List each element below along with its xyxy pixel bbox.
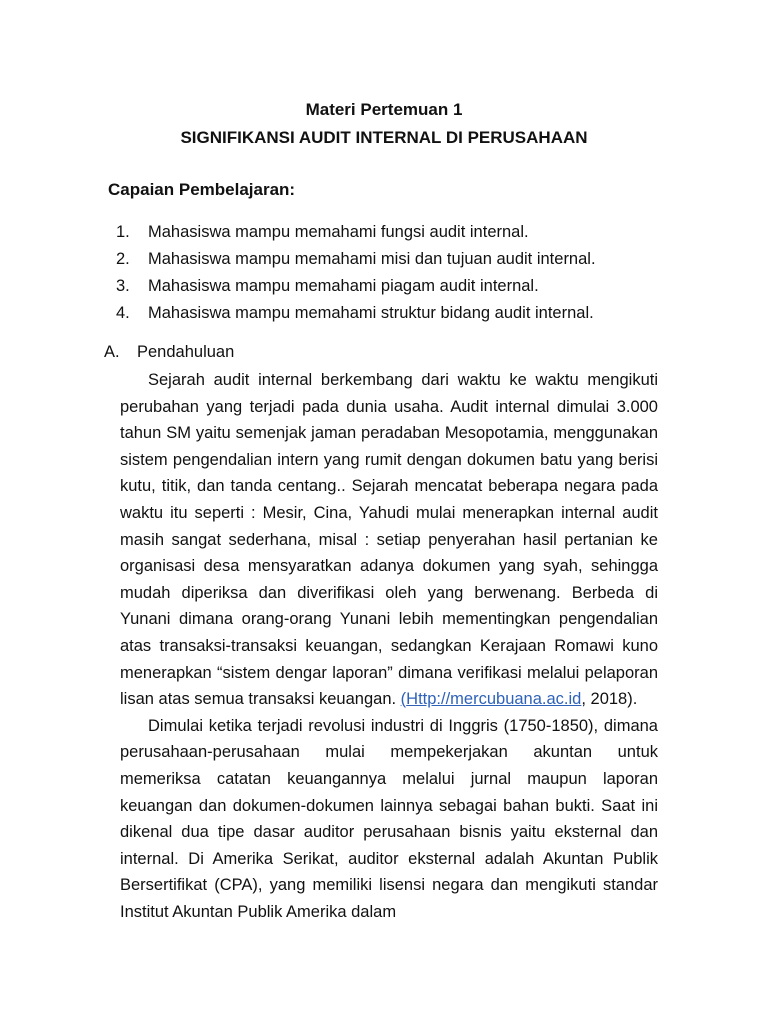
source-link[interactable]: Http://mercubuana.ac.id bbox=[406, 690, 582, 709]
list-item-number: 1. bbox=[116, 223, 130, 241]
list-item bbox=[116, 300, 596, 327]
section-title: Pendahuluan bbox=[137, 343, 235, 361]
title-block bbox=[0, 96, 768, 152]
paragraph-2-text: Dimulai ketika terjadi revolusi industri di Inggris (1750-1850), dimana perusahaan-perusahaan mulai mempekerjakan akuntan untuk memeriksa catatan keuangannya melalui jurnal maupun laporan keuangan dan dokumen-dokumen lainnya sebagai bahan bukti. Saat ini dikenal dua tipe dasar auditor perusahaan bisnis yaitu eksternal dan internal. Di Amerika Serikat, auditor eksternal adalah Akuntan Publik Bersertifikat (CPA), yang memiliki lisensi negara dan mengikuti standar Institut Akuntan Publik Amerika dalam bbox=[120, 716, 658, 921]
paragraph-1-citation-tail: , 2018). bbox=[581, 690, 638, 709]
list-item-text: Mahasiswa mampu memahami struktur bidang audit internal. bbox=[148, 304, 594, 322]
learning-outcomes-heading: Capaian Pembelajaran: bbox=[108, 180, 296, 199]
learning-outcomes-list bbox=[116, 219, 596, 327]
list-item-text: Mahasiswa mampu memahami misi dan tujuan audit internal. bbox=[148, 250, 596, 268]
list-item-number: 4. bbox=[116, 304, 130, 322]
list-item-number: 2. bbox=[116, 250, 130, 268]
paragraph-1-text: Sejarah audit internal berkembang dari waktu ke waktu mengikuti perubahan yang terjadi pada dunia usaha. Audit internal dimulai 3.000 tahun SM yaitu semenjak jaman peradaban Mesopotamia, menggunakan sistem pengendalian intern yang rumit dengan dokumen batu yang berisi kutu, titik, dan tanda centang.. Sejarah mencatat beberapa negara pada waktu itu seperti : Mesir, Cina, Yahudi mulai menerapkan internal audit masih sangat sederhana, misal : setiap penyerahan hasil pertanian ke organisasi desa mensyaratkan adanya dokumen yang syah, sehingga mudah diperiksa dan diverifikasi oleh yang berwenang. Berbeda di Yunani dimana orang-orang Yunani lebih mementingkan pengendalian atas transaksi-transaksi keuangan, sedangkan Kerajaan Romawi kuno menerapkan “sistem dengar laporan” dimana verifikasi melalui pelaporan lisan atas semua transaksi keuangan. bbox=[120, 371, 658, 709]
document-title: SIGNIFIKANSI AUDIT INTERNAL DI PERUSAHAAN bbox=[180, 128, 588, 147]
document-subtitle: Materi Pertemuan 1 bbox=[305, 100, 463, 119]
paragraph-1 bbox=[120, 367, 658, 713]
list-item-text: Mahasiswa mampu memahami fungsi audit internal. bbox=[148, 223, 529, 241]
list-item-number: 3. bbox=[116, 277, 130, 295]
source-link-open-paren[interactable]: ( bbox=[400, 690, 407, 709]
list-item-text: Mahasiswa mampu memahami piagam audit internal. bbox=[148, 277, 539, 295]
list-item bbox=[116, 219, 596, 246]
section-letter: A. bbox=[104, 343, 120, 361]
section-heading bbox=[104, 343, 234, 362]
list-item bbox=[116, 273, 596, 300]
paragraph-2 bbox=[120, 713, 658, 926]
section-body bbox=[120, 367, 658, 925]
list-item bbox=[116, 246, 596, 273]
